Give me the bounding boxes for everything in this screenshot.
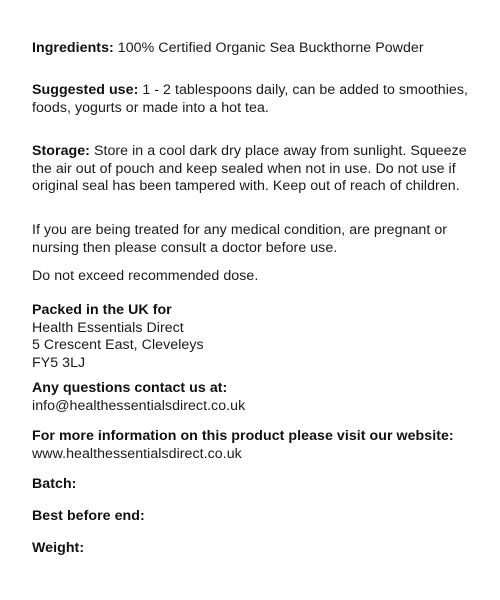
more-info-section — [32, 428, 478, 463]
suggested-use-text: 1 - 2 tablespoons daily, can be added to smoothies, foods, yogurts or made into a hot tea. — [32, 82, 468, 116]
company-postcode: FY5 3LJ — [32, 354, 86, 371]
dose-warning: Do not exceed recommended dose. — [32, 268, 259, 284]
weight-field — [32, 540, 478, 558]
more-info-heading: For more information on this product please visit our website: — [32, 428, 454, 444]
contact-email: info@healthessentialsdirect.co.uk — [32, 397, 246, 414]
suggested-use-heading: Suggested use: — [32, 82, 139, 98]
packed-heading: Packed in the UK for — [32, 302, 172, 318]
storage-text: Store in a cool dark dry place away from sunlight. Squeeze the air out of pouch and keep sealed when not in use. Do not use if original seal has been tampered with. Keep out of reach of children. — [32, 143, 467, 194]
ingredients-section — [32, 40, 478, 58]
best-before-field — [32, 508, 478, 526]
best-before-heading: Best before end: — [32, 508, 145, 524]
website-url: www.healthessentialsdirect.co.uk — [32, 445, 242, 462]
batch-field — [32, 476, 478, 494]
packed-section — [32, 302, 478, 372]
questions-heading: Any questions contact us at: — [32, 380, 228, 396]
ingredients-text: 100% Certified Organic Sea Buckthorne Powder — [117, 40, 424, 56]
weight-heading: Weight: — [32, 540, 85, 556]
storage-section — [32, 143, 478, 196]
company-name: Health Essentials Direct — [32, 319, 184, 336]
questions-section — [32, 380, 478, 415]
medical-warning: If you are being treated for any medical condition, are pregnant or nursing then please consult a doctor before use. — [32, 222, 448, 256]
batch-heading: Batch: — [32, 476, 77, 492]
suggested-use-section — [32, 82, 478, 117]
ingredients-heading: Ingredients: — [32, 40, 114, 56]
storage-heading: Storage: — [32, 143, 90, 159]
company-street: 5 Crescent East, Cleveleys — [32, 337, 204, 353]
